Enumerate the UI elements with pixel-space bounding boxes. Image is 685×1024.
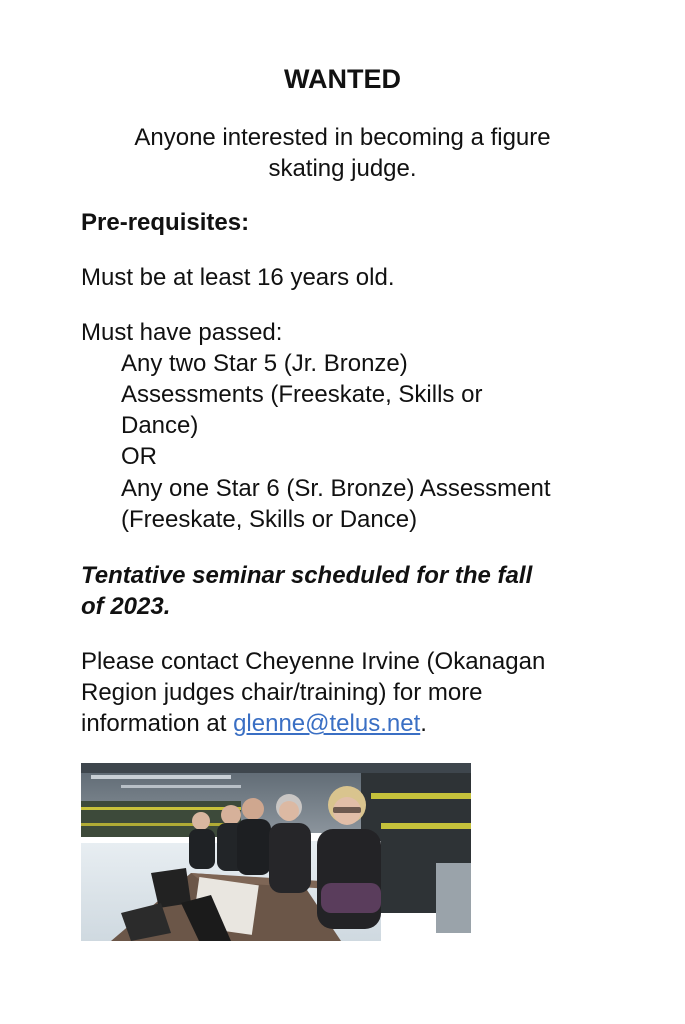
judges-photo-illustration xyxy=(81,763,471,941)
intro-text xyxy=(90,122,595,184)
contact-line-1: Please contact Cheyenne Irvine (Okanagan xyxy=(81,648,546,675)
option-2-line-1: Any one Star 6 (Sr. Bronze) Assessment xyxy=(121,475,551,502)
seminar-line-2: of 2023. xyxy=(81,593,171,620)
contact-email-link[interactable]: glenne@telus.net xyxy=(233,710,421,737)
option-2-line-2: (Freeskate, Skills or Dance) xyxy=(121,506,418,533)
seminar-line-1: Tentative seminar scheduled for the fall xyxy=(81,562,533,589)
passed-heading: Must have passed: xyxy=(81,319,283,346)
contact-line-2: Region judges chair/training) for more xyxy=(81,679,483,706)
age-requirement: Must be at least 16 years old. xyxy=(81,264,395,291)
intro-line-2: skating judge. xyxy=(268,155,417,182)
contact-line-3-suffix: . xyxy=(420,710,427,737)
option-1-line-2: Assessments (Freeskate, Skills or xyxy=(121,381,483,408)
intro-line-1: Anyone interested in becoming a figure xyxy=(134,124,551,151)
poster-title: WANTED xyxy=(284,64,401,94)
option-1-line-3: Dance) xyxy=(121,412,199,439)
contact-line-3-prefix: information at xyxy=(81,710,234,737)
judges-photo xyxy=(81,763,471,941)
or-separator: OR xyxy=(121,443,157,470)
option-1-line-1: Any two Star 5 (Jr. Bronze) xyxy=(121,350,408,377)
prerequisites-heading: Pre-requisites: xyxy=(81,209,250,236)
contact-line-3 xyxy=(81,708,427,739)
